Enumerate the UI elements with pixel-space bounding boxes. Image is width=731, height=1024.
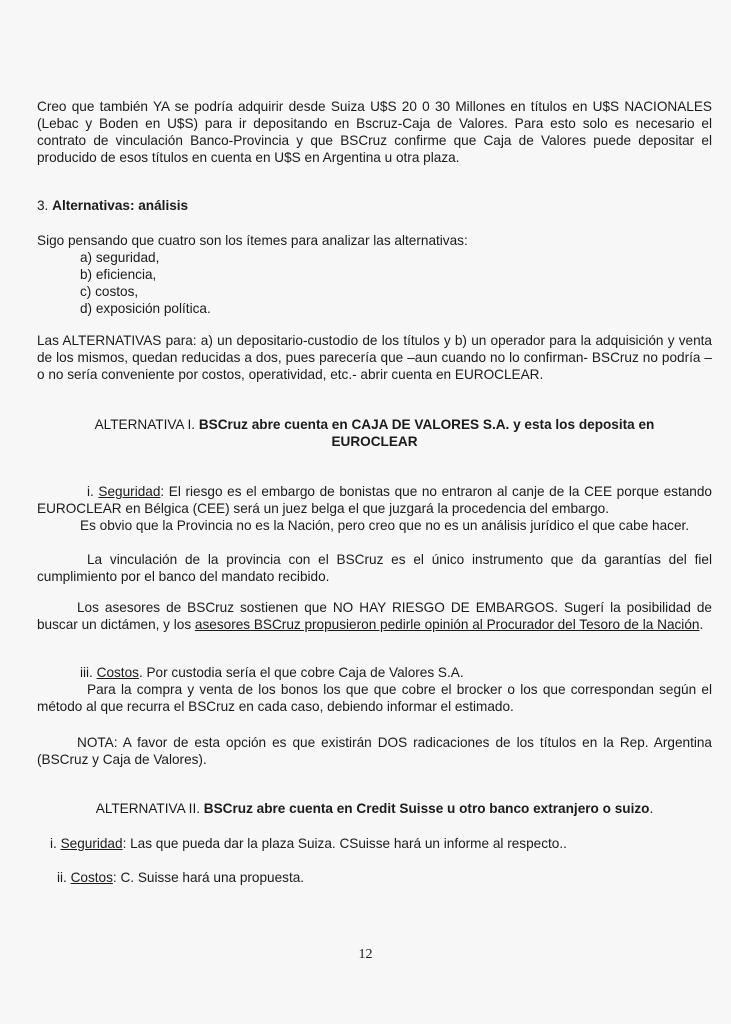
alt1-seg-number: i. xyxy=(87,484,99,499)
list-item: a) seguridad, xyxy=(80,250,160,265)
alt1-costos xyxy=(37,664,712,681)
alt2-seg-text: : Las que pueda dar la plaza Suiza. CSuisse hará un informe al respecto.. xyxy=(122,836,567,851)
alt1-asesores-text: Los asesores de BSCruz sostienen que NO HAY RIESGO DE EMBARGOS. Sugerí la posibilidad de buscar un dictámen, y los xyxy=(37,600,712,632)
alt2-costos-number: ii. xyxy=(57,870,71,885)
page-number: 12 xyxy=(358,947,373,962)
alt1-seg-label: Seguridad xyxy=(98,484,161,499)
alt1-prefix: ALTERNATIVA I. xyxy=(94,417,199,432)
alt1-title-line1: BSCruz abre cuenta en CAJA DE VALORES S.A. y esta los deposita en xyxy=(198,417,655,432)
alt2-seguridad xyxy=(50,835,725,852)
alt2-costos xyxy=(57,869,731,886)
alt2-seg-number: i. xyxy=(50,836,61,851)
section-3-heading xyxy=(37,197,712,214)
alt1-vinculacion: La vinculación de la provincia con el BSCruz es el único instrumento que da garantías del fiel cumplimiento por el banco del mandato recibido. xyxy=(37,552,712,584)
list-item: c) costos, xyxy=(80,284,139,299)
alternative-2-heading xyxy=(37,800,712,817)
section-number: 3. xyxy=(37,198,49,213)
items-intro: Sigo pensando que cuatro son los ítemes para analizar las alternativas: xyxy=(37,233,468,248)
alt1-asesores-underlined: asesores BSCruz propusieron pedirle opinión al Procurador del Tesoro de la Nación xyxy=(194,617,700,632)
section-title: Alternativas: análisis xyxy=(52,198,189,213)
alt1-asesores xyxy=(37,599,712,633)
intro-paragraph: Creo que también YA se podría adquirir desde Suiza U$S 20 0 30 Millones en títulos en U$S NACIONALES (Lebac y Boden en U$S) para ir depositando en Bscruz-Caja de Valores. Para esto solo es necesario el contrato de vinculación Banco-Provincia y que BSCruz confirme que Caja de Valores puede depositar el producido de esos títulos en cuenta en U$S en Argentina u otra plaza. xyxy=(37,99,712,165)
alt2-costos-text: : C. Suisse hará una propuesta. xyxy=(112,870,305,885)
alt2-costos-label: Costos xyxy=(70,870,113,885)
alt2-title-end: . xyxy=(649,801,654,816)
alt1-seguridad xyxy=(37,483,712,517)
alt2-seg-label: Seguridad xyxy=(60,836,123,851)
alt2-prefix: ALTERNATIVA II. xyxy=(95,801,204,816)
alt1-title-line2: EUROCLEAR xyxy=(331,434,418,449)
alt1-costos-number: iii. xyxy=(80,665,97,680)
alt1-seg-text: : El riesgo es el embargo de bonistas que no entraron al canje de la CEE porque estando EUROCLEAR en Bélgica (CEE) será un juez belga el que juzgará la procedencia del embargo. xyxy=(37,484,712,516)
alt2-title: BSCruz abre cuenta en Credit Suisse u otro banco extranjero o suizo xyxy=(203,801,650,816)
alt1-nota: NOTA: A favor de esta opción es que existirán DOS radicaciones de los títulos en la Rep. Argentina (BSCruz y Caja de Valores). xyxy=(37,735,712,767)
alternatives-paragraph: Las ALTERNATIVAS para: a) un depositario-custodio de los títulos y b) un operador para la adquisición y venta de los mismos, quedan reducidas a dos, pues parecería que –aun cuando no lo confirman- BSCruz no podría –o no sería conveniente por costos, operatividad, etc.- abrir cuenta en EUROCLEAR. xyxy=(37,333,712,382)
items-list xyxy=(80,249,211,317)
alt1-compra: Para la compra y venta de los bonos los que que cobre el brocker o los que correspondan según el método al que recurra el BSCruz en cada caso, debiendo informar el estimado. xyxy=(37,682,712,714)
list-item: d) exposición política. xyxy=(80,301,211,316)
list-item: b) eficiencia, xyxy=(80,267,157,282)
alt1-obvio: Es obvio que la Provincia no es la Nación, pero creo que no es un análisis jurídico el que cabe hacer. xyxy=(80,518,690,533)
alternative-1-heading xyxy=(37,416,712,450)
alt1-costos-text: . Por custodia sería el que cobre Caja de Valores S.A. xyxy=(138,665,464,680)
alt1-asesores-end: . xyxy=(699,617,704,632)
alt1-costos-label: Costos xyxy=(96,665,139,680)
